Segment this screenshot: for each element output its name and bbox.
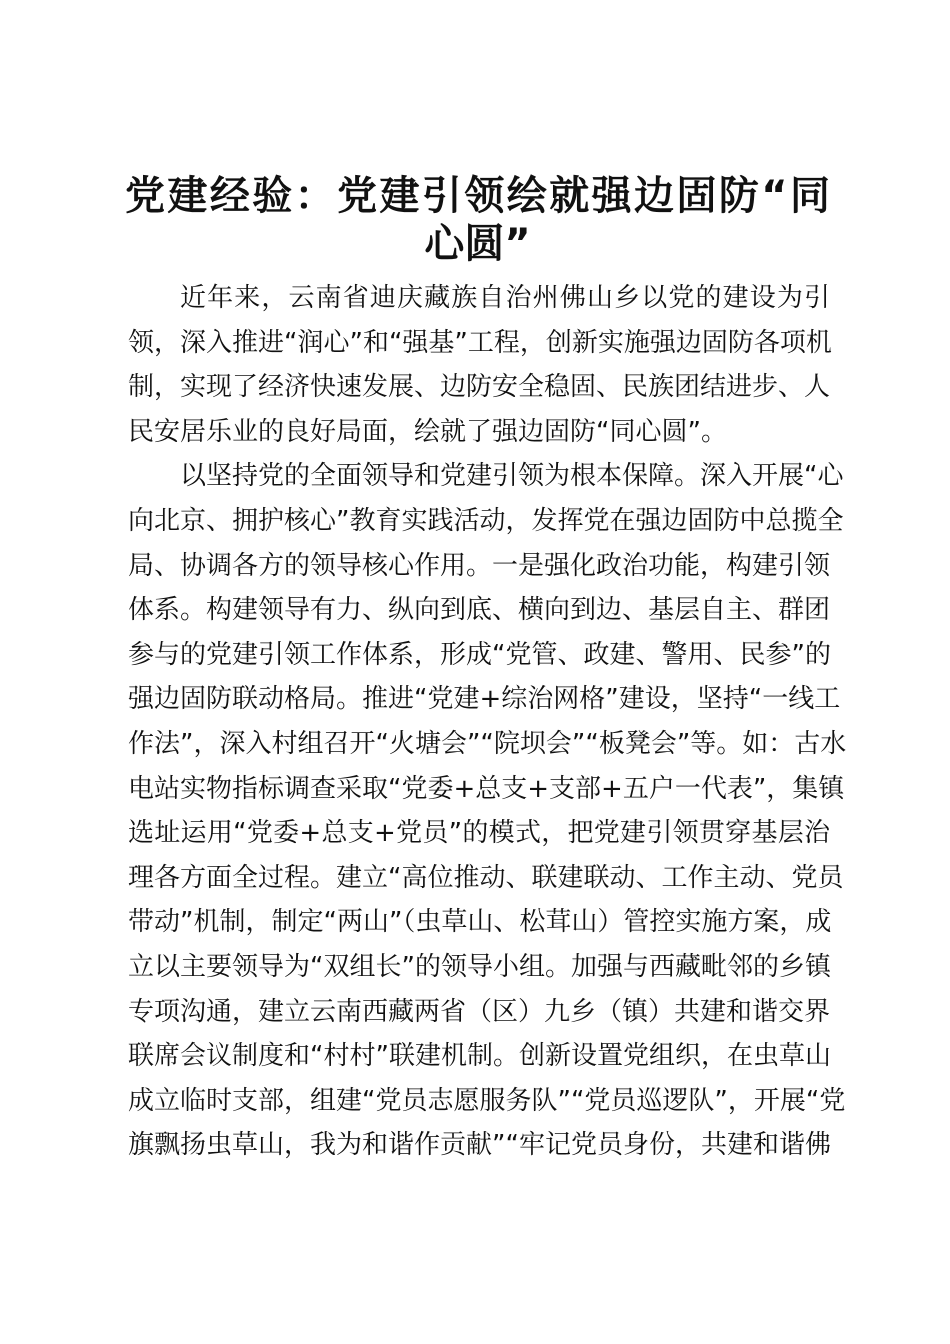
paragraph-line: 体系。构建领导有力、纵向到底、横向到边、基层自主、群团: [128, 595, 831, 626]
document-title-line-1: 党建经验：党建引领绘就强边固防“同: [125, 173, 830, 219]
paragraph: [128, 454, 847, 1168]
paragraph-line: 近年来，云南省迪庆藏族自治州佛山乡以党的建设为引: [180, 283, 830, 313]
paragraph-line: 局、协调各方的领导核心作用。一是强化政治功能，构建引领: [128, 550, 831, 581]
paragraph-line: 参与的党建引领工作体系，形成“党管、政建、警用、民参”的: [128, 639, 831, 670]
paragraph-line: 立以主要领导为“双组长”的领导小组。加强与西藏毗邻的乡镇: [128, 951, 831, 982]
document-body: [128, 276, 847, 1168]
paragraph-line: 联席会议制度和“村村”联建机制。创新设置党组织，在虫草山: [128, 1041, 831, 1072]
paragraph-line: 选址运用“党委+总支+党员”的模式，把党建引领贯穿基层治: [128, 818, 830, 849]
paragraph: [128, 276, 830, 454]
paragraph-line: 向北京、拥护核心”教育实践活动，发挥党在强边固防中总揽全: [128, 505, 844, 536]
paragraph-line: 成立临时支部，组建“党员志愿服务队”“党员巡逻队”，开展“党: [128, 1085, 846, 1116]
paragraph-line: 电站实物指标调查采取“党委+总支+支部+五户一代表”，集镇: [128, 773, 845, 804]
paragraph-line: 旗飘扬虫草山，我为和谐作贡献”“牢记党员身份，共建和谐佛: [128, 1130, 831, 1161]
paragraph-line: 理各方面全过程。建立“高位推动、联建联动、工作主动、党员: [128, 862, 844, 893]
document-title-line-2: 心圆”: [424, 221, 531, 267]
paragraph-line: 专项沟通，建立云南西藏两省（区）九乡（镇）共建和谐交界: [128, 996, 831, 1027]
paragraph-line: 强边固防联动格局。推进“党建+综治网格”建设，坚持“一线工: [128, 684, 841, 715]
paragraph-line: 制，实现了经济快速发展、边防安全稳固、民族团结进步、人: [128, 372, 831, 403]
paragraph-line: 领，深入推进“润心”和“强基”工程，创新实施强边固防各项机: [128, 327, 832, 358]
paragraph-line: 民安居乐业的良好局面，绘就了强边固防“同心圆”。: [128, 416, 727, 447]
paragraph-line: 带动”机制，制定“两山”（虫草山、松茸山）管控实施方案，成: [128, 907, 832, 938]
paragraph-line: 作法”，深入村组召开“火塘会”“院坝会”“板凳会”等。如：古水: [128, 728, 847, 759]
paragraph-line: 以坚持党的全面领导和党建引领为根本保障。深入开展“心: [180, 461, 844, 492]
